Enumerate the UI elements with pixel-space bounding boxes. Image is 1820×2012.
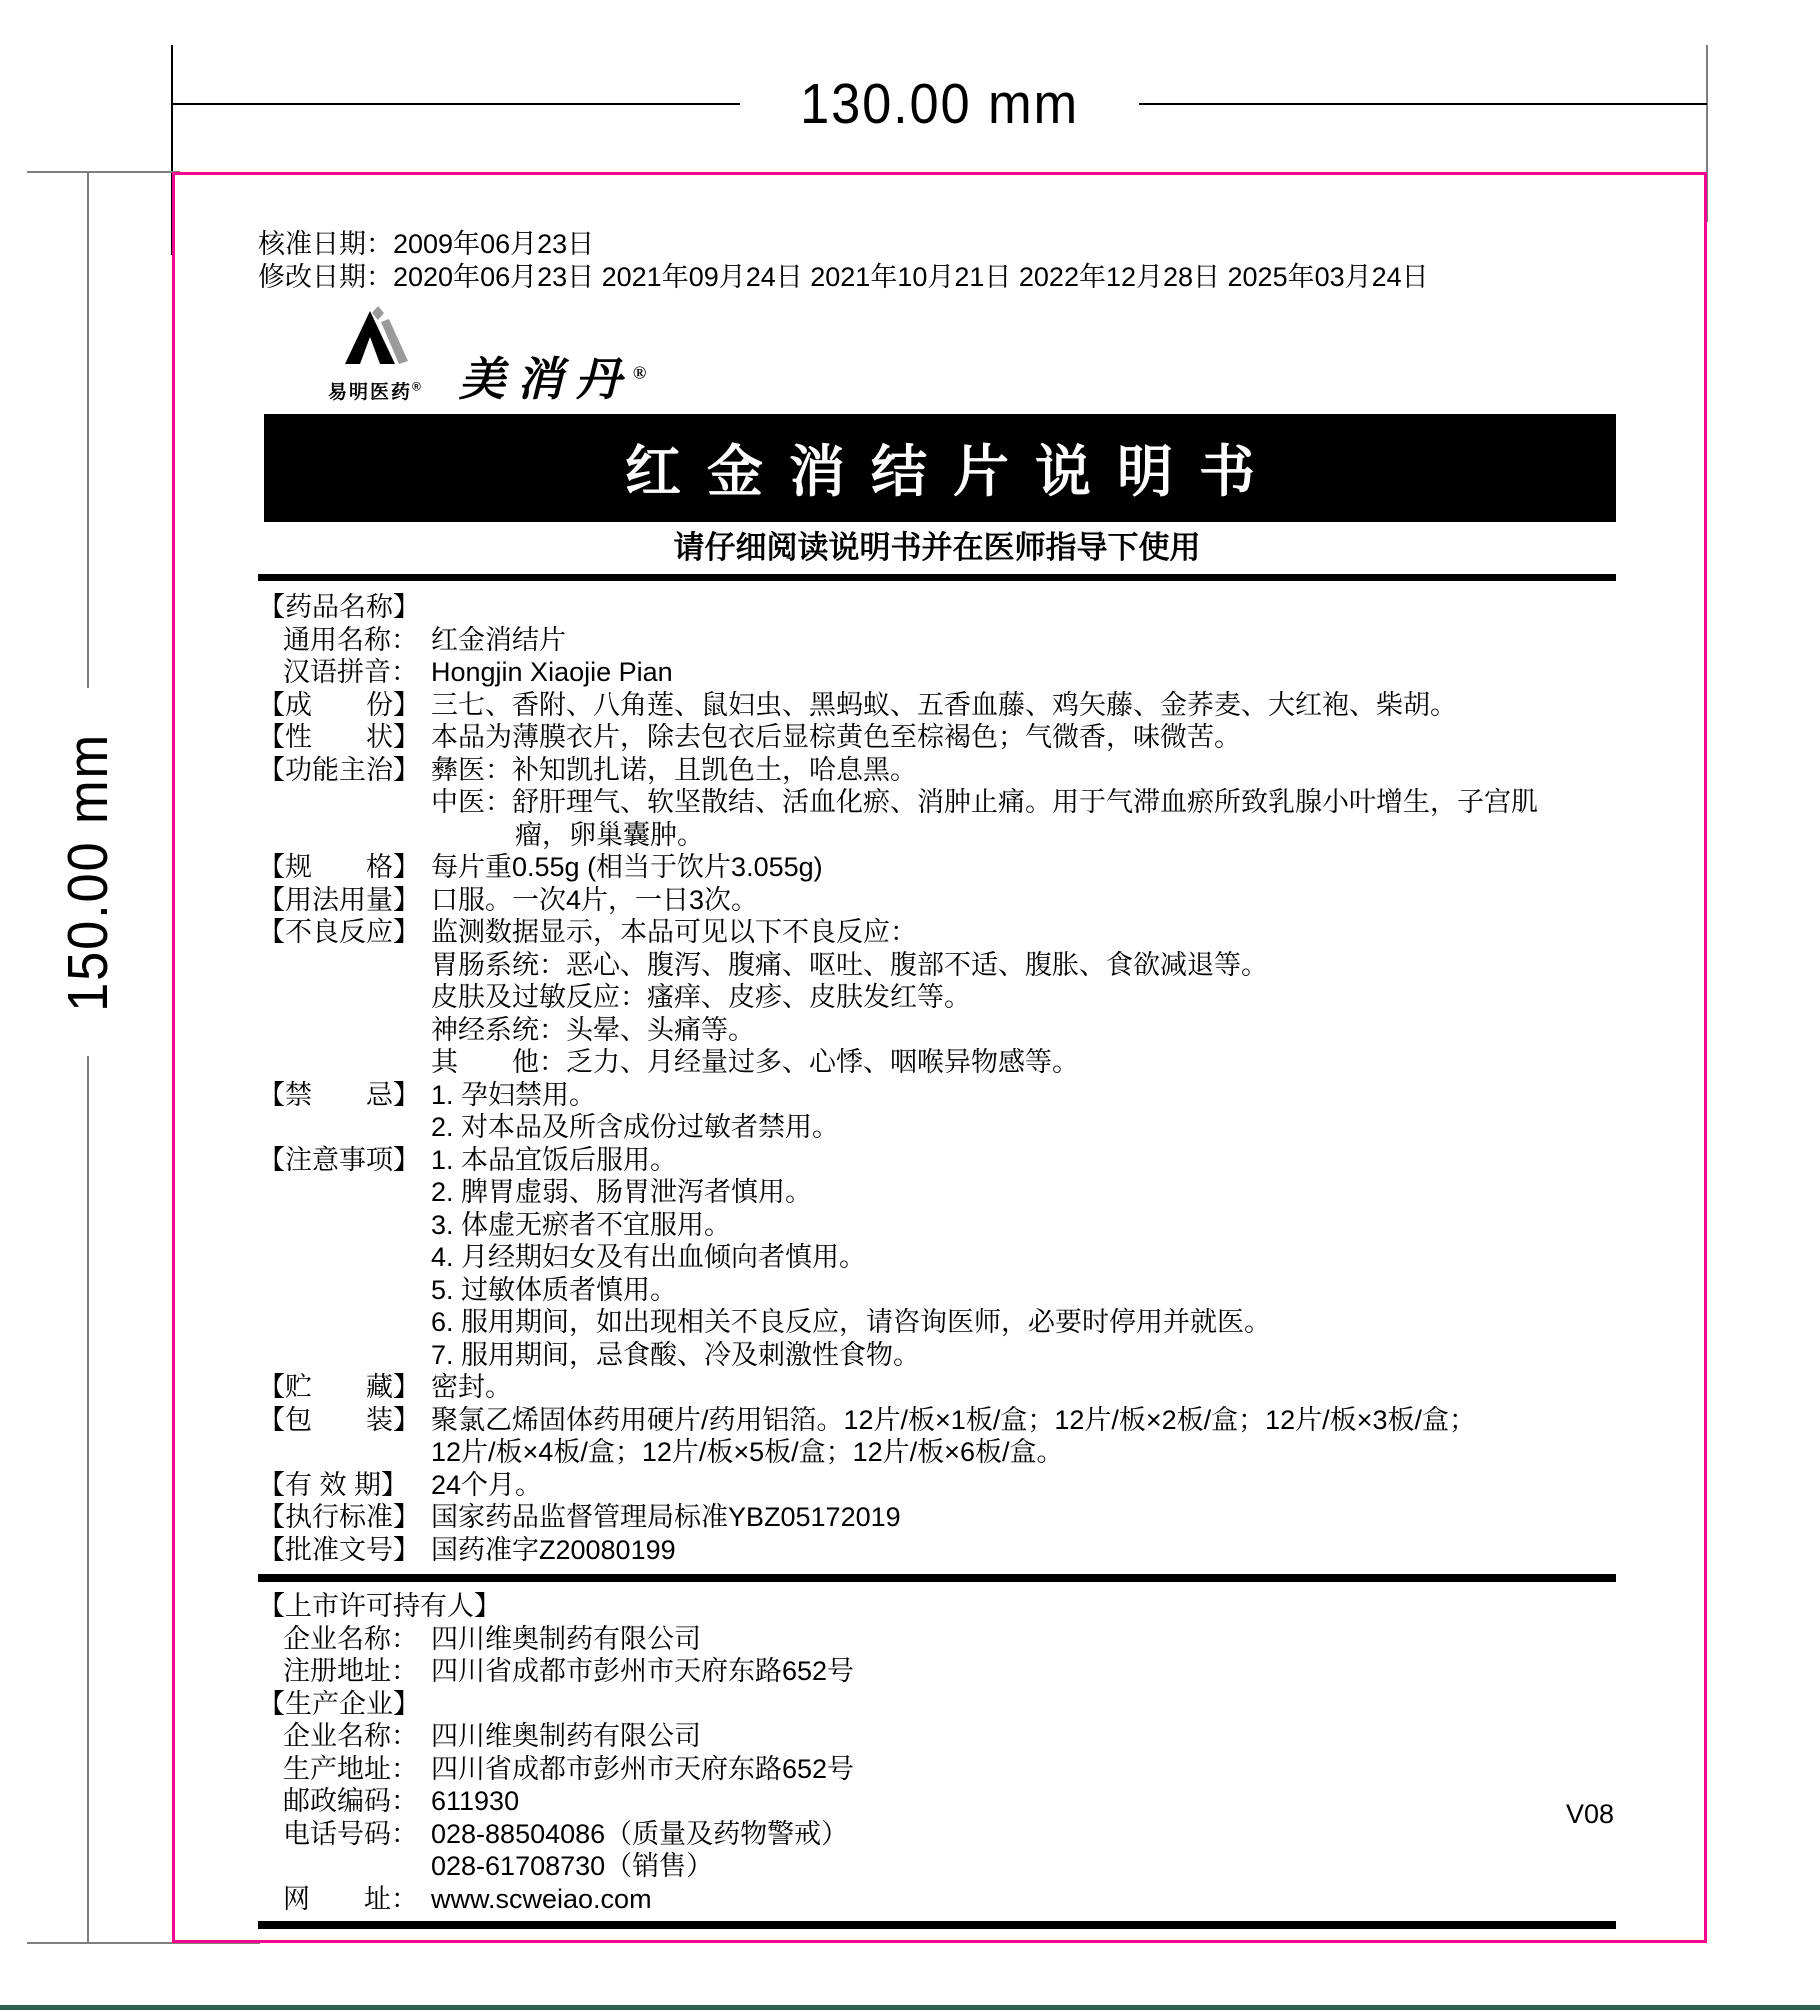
row-label: 网 址： xyxy=(283,1883,418,1914)
row-label: 邮政编码： xyxy=(283,1786,418,1816)
row-label xyxy=(258,1209,431,1242)
row-label xyxy=(258,819,431,852)
row-label xyxy=(258,1046,431,1079)
company-logo xyxy=(328,306,423,404)
spec-row xyxy=(258,786,1616,819)
row-label: 【上市许可持有人】 xyxy=(258,1591,501,1621)
row-label xyxy=(258,1241,431,1274)
leaflet-title: 红金消结片说明书 xyxy=(625,440,1281,503)
row-label xyxy=(258,1014,431,1047)
spec-row xyxy=(258,1209,1616,1242)
spec-row xyxy=(258,1818,1616,1851)
row-label: 【禁 忌】 xyxy=(258,1079,420,1110)
row-text: 中医：舒肝理气、软坚散结、活血化瘀、消肿止痛。用于气滞血瘀所致乳腺小叶增生，子宫肌 xyxy=(431,787,1538,817)
row-text: 四川维奥制药有限公司 xyxy=(431,1623,701,1654)
revision-date-value: 2020年06月23日 2021年09月24日 2021年10月21日 2022年12月28日 2025年03月24日 xyxy=(393,262,1429,292)
holder-body xyxy=(258,1590,1616,1915)
row-text: 四川省成都市彭州市天府东路652号 xyxy=(431,1656,855,1686)
row-text: 2. 对本品及所含成份过敏者禁用。 xyxy=(431,1112,840,1142)
brand-name-script xyxy=(458,353,647,405)
spec-row xyxy=(258,1534,1616,1567)
row-text: 皮肤及过敏反应：瘙痒、皮疹、皮肤发红等。 xyxy=(431,982,971,1012)
row-label xyxy=(258,981,431,1014)
spec-row xyxy=(258,1404,1616,1437)
row-text xyxy=(420,1688,1616,1721)
row-label: 【包 装】 xyxy=(258,1404,420,1435)
row-label xyxy=(258,949,431,982)
spec-row xyxy=(258,851,1616,884)
dimension-line-right xyxy=(1139,103,1707,105)
row-text: 神经系统：头晕、头痛等。 xyxy=(431,1014,755,1045)
leaflet-content xyxy=(258,228,1616,1929)
spec-row xyxy=(258,1655,1616,1688)
row-label: 企业名称： xyxy=(283,1623,418,1654)
row-text: 监测数据显示，本品可见以下不良反应： xyxy=(431,917,917,947)
brand-row xyxy=(328,306,1616,404)
row-label: 通用名称： xyxy=(283,624,418,655)
company-wordmark-text: 易明医药 xyxy=(328,382,413,403)
row-label: 【批准文号】 xyxy=(258,1534,420,1565)
mountain-peak-logo-icon xyxy=(338,306,412,375)
row-label: 汉语拼音： xyxy=(283,657,418,687)
spec-row xyxy=(258,1850,1616,1883)
row-text: 028-61708730（销售） xyxy=(431,1851,714,1881)
row-text: 5. 过敏体质者慎用。 xyxy=(431,1274,678,1305)
spec-row xyxy=(258,1883,1616,1916)
row-text: 本品为薄膜衣片，除去包衣后显棕黄色至棕褐色；气微香，味微苦。 xyxy=(431,722,1241,752)
row-text: 1. 孕妇禁用。 xyxy=(431,1079,597,1110)
spec-row xyxy=(258,721,1616,754)
title-bar xyxy=(264,414,1616,522)
dimension-line-left xyxy=(172,103,740,105)
row-label xyxy=(258,1274,431,1307)
spec-row xyxy=(258,1501,1616,1534)
spec-row xyxy=(258,1371,1616,1404)
row-text: 12片/板×4板/盒；12片/板×5板/盒；12片/板×6板/盒。 xyxy=(431,1437,1064,1467)
divider-before-holder xyxy=(258,1574,1616,1582)
row-label: 【注意事项】 xyxy=(258,1144,420,1175)
spec-row xyxy=(258,949,1616,982)
row-text: 611930 xyxy=(431,1786,520,1816)
spec-row xyxy=(258,1688,1616,1721)
row-label xyxy=(258,1850,431,1883)
spec-row xyxy=(258,1436,1616,1469)
row-label: 【贮 藏】 xyxy=(258,1372,420,1402)
row-text: 口服。一次4片，一日3次。 xyxy=(431,884,759,915)
leaflet-subtitle: 请仔细阅读说明书并在医师指导下使用 xyxy=(673,530,1201,565)
row-label: 【不良反应】 xyxy=(258,917,420,947)
spec-row xyxy=(258,819,1616,852)
row-label: 电话号码： xyxy=(283,1818,418,1849)
row-label xyxy=(258,1306,431,1339)
spec-row xyxy=(258,884,1616,917)
row-label: 注册地址： xyxy=(283,1656,418,1686)
spec-row xyxy=(258,591,1616,624)
row-label: 【执行标准】 xyxy=(258,1502,420,1532)
row-label: 【成 份】 xyxy=(258,689,420,720)
row-text xyxy=(431,591,1616,624)
row-text: 三七、香附、八角莲、鼠妇虫、黑蚂蚁、五香血藤、鸡矢藤、金荞麦、大红袍、柴胡。 xyxy=(431,689,1457,720)
row-text: 1. 本品宜饭后服用。 xyxy=(431,1144,678,1175)
spec-row xyxy=(258,656,1616,689)
row-label: 【有 效 期】 xyxy=(258,1469,409,1500)
width-dimension-label: 130.00 mm xyxy=(800,72,1079,136)
row-text: 每片重0.55g (相当于饮片3.055g) xyxy=(431,852,823,882)
spec-row xyxy=(258,1469,1616,1502)
spec-row xyxy=(258,1623,1616,1656)
spec-row xyxy=(258,1014,1616,1047)
bottom-edge-strip xyxy=(0,2005,1820,2010)
height-dimension xyxy=(58,662,118,1082)
row-text xyxy=(501,1590,1616,1623)
row-label: 【用法用量】 xyxy=(258,884,420,915)
crop-mark-left-vertical-upper xyxy=(87,172,89,688)
row-label: 【规 格】 xyxy=(258,852,420,882)
spec-body xyxy=(258,591,1616,1566)
row-text: 7. 服用期间，忌食酸、冷及刺激性食物。 xyxy=(431,1339,921,1370)
row-label: 【药品名称】 xyxy=(258,592,420,622)
crop-mark-left-vertical-lower xyxy=(87,1056,89,1943)
row-label xyxy=(258,1339,431,1372)
row-text: 彝医：补知凯扎诺，且凯色土，哈息黑。 xyxy=(431,754,917,785)
row-text: 国家药品监督管理局标准YBZ05172019 xyxy=(431,1502,901,1532)
spec-row xyxy=(258,754,1616,787)
revision-date-label: 修改日期： xyxy=(258,262,393,292)
spec-row xyxy=(258,1339,1616,1372)
spec-row xyxy=(258,689,1616,722)
revision-date-line xyxy=(258,261,1616,294)
spec-row xyxy=(258,1046,1616,1079)
row-label: 企业名称： xyxy=(283,1721,418,1751)
row-text: 红金消结片 xyxy=(431,624,566,655)
row-text: 6. 服用期间，如出现相关不良反应，请咨询医师，必要时停用并就医。 xyxy=(431,1307,1272,1337)
row-text: 聚氯乙烯固体药用硬片/药用铝箔。12片/板×1板/盒；12片/板×2板/盒；12片/板×3板/盒； xyxy=(431,1404,1476,1435)
spec-row xyxy=(258,1720,1616,1753)
row-text: Hongjin Xiaojie Pian xyxy=(431,657,673,687)
version-code: V08 xyxy=(1566,1799,1615,1829)
spec-row xyxy=(258,1111,1616,1144)
spec-row xyxy=(258,1241,1616,1274)
row-text: 四川维奥制药有限公司 xyxy=(431,1721,701,1751)
row-label: 【生产企业】 xyxy=(258,1688,420,1719)
registered-trademark-icon: ® xyxy=(412,379,423,394)
row-label xyxy=(258,786,431,819)
company-wordmark xyxy=(328,377,423,404)
row-text: 瘤，卵巢囊肿。 xyxy=(515,819,704,850)
row-text: 四川省成都市彭州市天府东路652号 xyxy=(431,1753,855,1784)
approval-date-label: 核准日期： xyxy=(258,229,393,259)
width-dimension xyxy=(172,56,1707,152)
spec-row xyxy=(258,1306,1616,1339)
registered-trademark-icon: ® xyxy=(632,362,647,383)
spec-row xyxy=(258,916,1616,949)
divider-bottom xyxy=(258,1921,1616,1929)
row-label xyxy=(258,1176,431,1209)
divider-under-subtitle xyxy=(258,574,1616,581)
row-text: 028-88504086（质量及药物警戒） xyxy=(431,1818,849,1849)
approval-date-line xyxy=(258,228,1616,261)
brand-name-text: 美消丹 xyxy=(458,353,633,405)
row-text: 24个月。 xyxy=(431,1469,543,1500)
spec-row xyxy=(258,624,1616,657)
row-text: www.scweiao.com xyxy=(431,1883,652,1914)
row-text: 国药准字Z20080199 xyxy=(431,1534,676,1565)
row-text: 胃肠系统：恶心、腹泻、腹痛、呕吐、腹部不适、腹胀、食欲减退等。 xyxy=(431,949,1268,980)
spec-row xyxy=(258,1590,1616,1623)
row-text: 4. 月经期妇女及有出血倾向者慎用。 xyxy=(431,1242,867,1272)
row-label: 【性 状】 xyxy=(258,722,420,752)
spec-row xyxy=(258,1176,1616,1209)
spec-row xyxy=(258,1079,1616,1112)
row-label xyxy=(258,1111,431,1144)
row-text: 其 他：乏力、月经量过多、心悸、咽喉异物感等。 xyxy=(431,1047,1079,1077)
approval-date-value: 2009年06月23日 xyxy=(393,229,595,259)
row-label xyxy=(258,1436,431,1469)
spec-row xyxy=(258,1144,1616,1177)
spec-row xyxy=(258,1274,1616,1307)
row-text: 3. 体虚无瘀者不宜服用。 xyxy=(431,1209,732,1240)
row-label: 生产地址： xyxy=(283,1753,418,1784)
spec-row xyxy=(258,1753,1616,1786)
height-dimension-label: 150.00 mm xyxy=(56,732,120,1012)
row-text: 2. 脾胃虚弱、肠胃泄泻者慎用。 xyxy=(431,1177,813,1207)
spec-row xyxy=(258,1785,1616,1818)
row-label: 【功能主治】 xyxy=(258,754,420,785)
spec-row xyxy=(258,981,1616,1014)
crop-mark-top-left-horizontal xyxy=(27,171,180,173)
row-text: 密封。 xyxy=(431,1372,512,1402)
